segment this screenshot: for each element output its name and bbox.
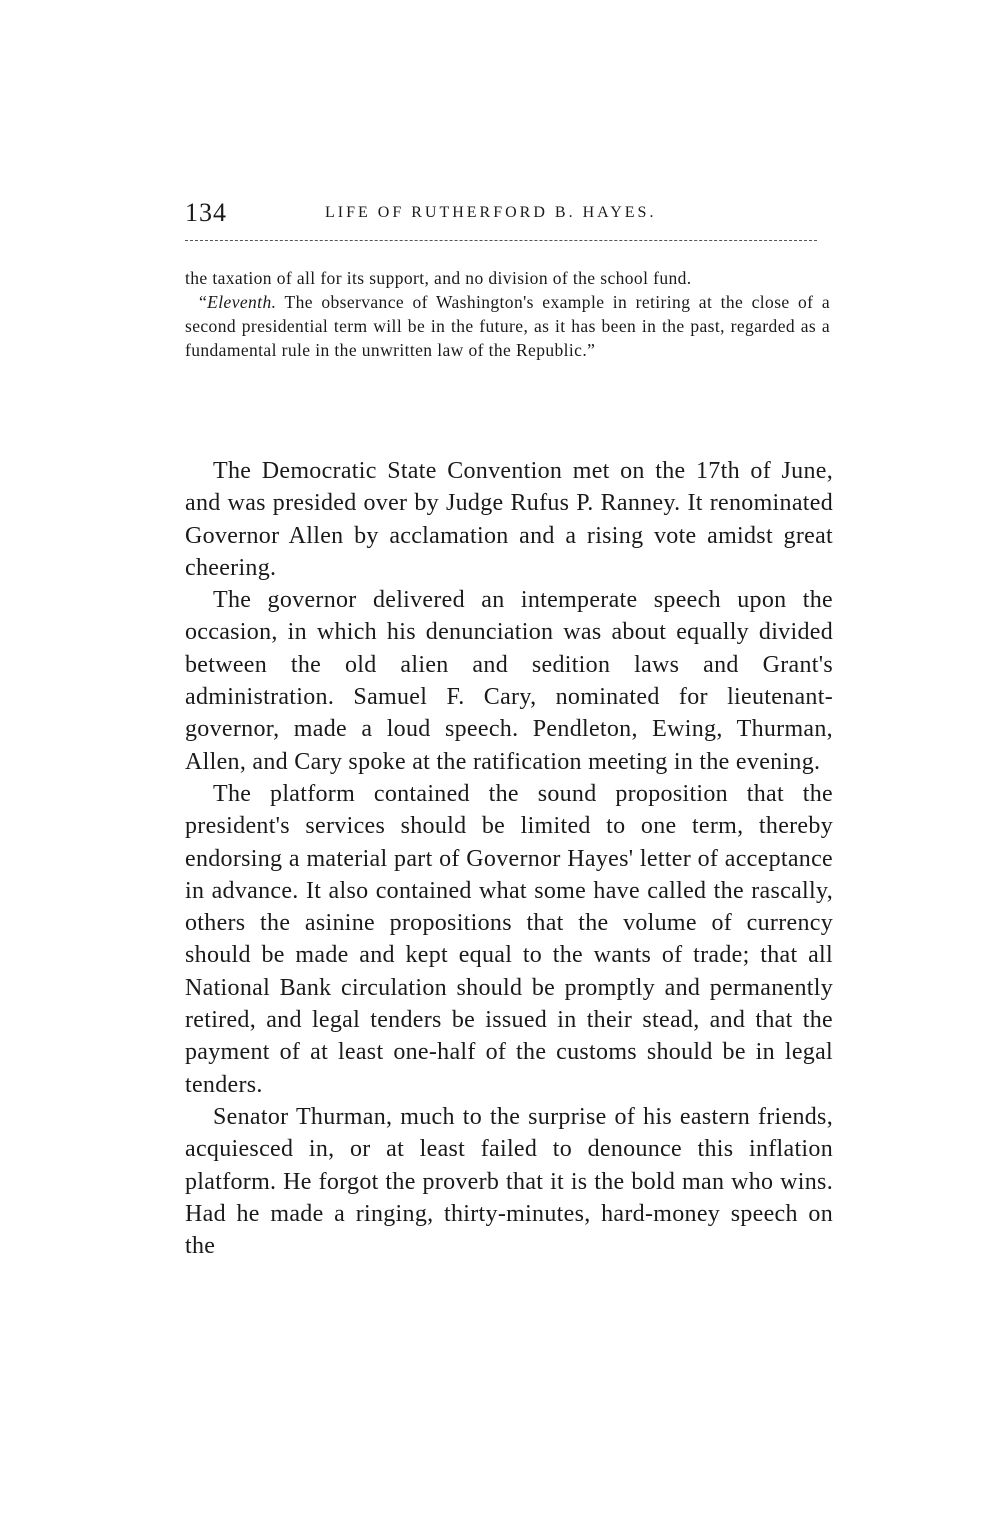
paragraph-thurman: Senator Thurman, much to the surprise of his eastern friends, acquiesced in, or at least failed to denounce this inflation platform. He forgot the proverb that it is the bold man who wins. Had he made a ringing, thirty-minutes, hard-money speech on the xyxy=(185,1103,833,1260)
paragraph-convention: The Democratic State Convention met on the 17th of June, and was presided over by Judge Rufus P. Ranney. It renominated Governor Allen by acclamation and a rising vote amidst great cheering. xyxy=(185,458,833,581)
page-number: 134 xyxy=(185,198,227,227)
running-title: LIFE OF RUTHERFORD B. HAYES. xyxy=(325,204,657,221)
paragraph-governor-speech: The governor delivered an intemperate speech upon the occasion, in which his denunciation was about equally divided between the old alien and sedition laws and Grant's administration. Samuel F. Cary, nominated for lieutenant-governor, made a loud speech. Pendleton, Ewing, Thurman, Allen, and Cary spoke at the ratification meeting in the evening. xyxy=(185,587,833,775)
quote-open-mark: “ xyxy=(199,292,208,312)
paragraph-platform: The platform contained the sound proposition that the president's services should be limited to one term, thereby endorsing a material part of Governor Hayes' letter of acceptance in advance. It also contained what some have called the rascally, others the asinine propositions that the volume of currency should be made and kept equal to the wants of trade; that all National Bank circulation should be promptly and permanently retired, and legal tenders be issued in their stead, and that the payment of at least one-half of the customs should be in legal tenders. xyxy=(185,780,833,1098)
quote-eleventh-resolution xyxy=(185,290,830,362)
eleventh-label: Eleventh. xyxy=(207,292,277,312)
quote-continuation: the taxation of all for its support, and no division of the school fund. xyxy=(185,268,692,288)
eleventh-text: The observance of Washington's example in retiring at the close of a second presidential term will be in the future, as it has been in the past, regarded as a fundamental rule in the unwritten law of the Republic.” xyxy=(185,292,830,360)
body-text xyxy=(185,455,833,1262)
running-head xyxy=(185,198,835,232)
header-rule-divider xyxy=(185,240,817,241)
quoted-platform-excerpt xyxy=(185,266,830,362)
